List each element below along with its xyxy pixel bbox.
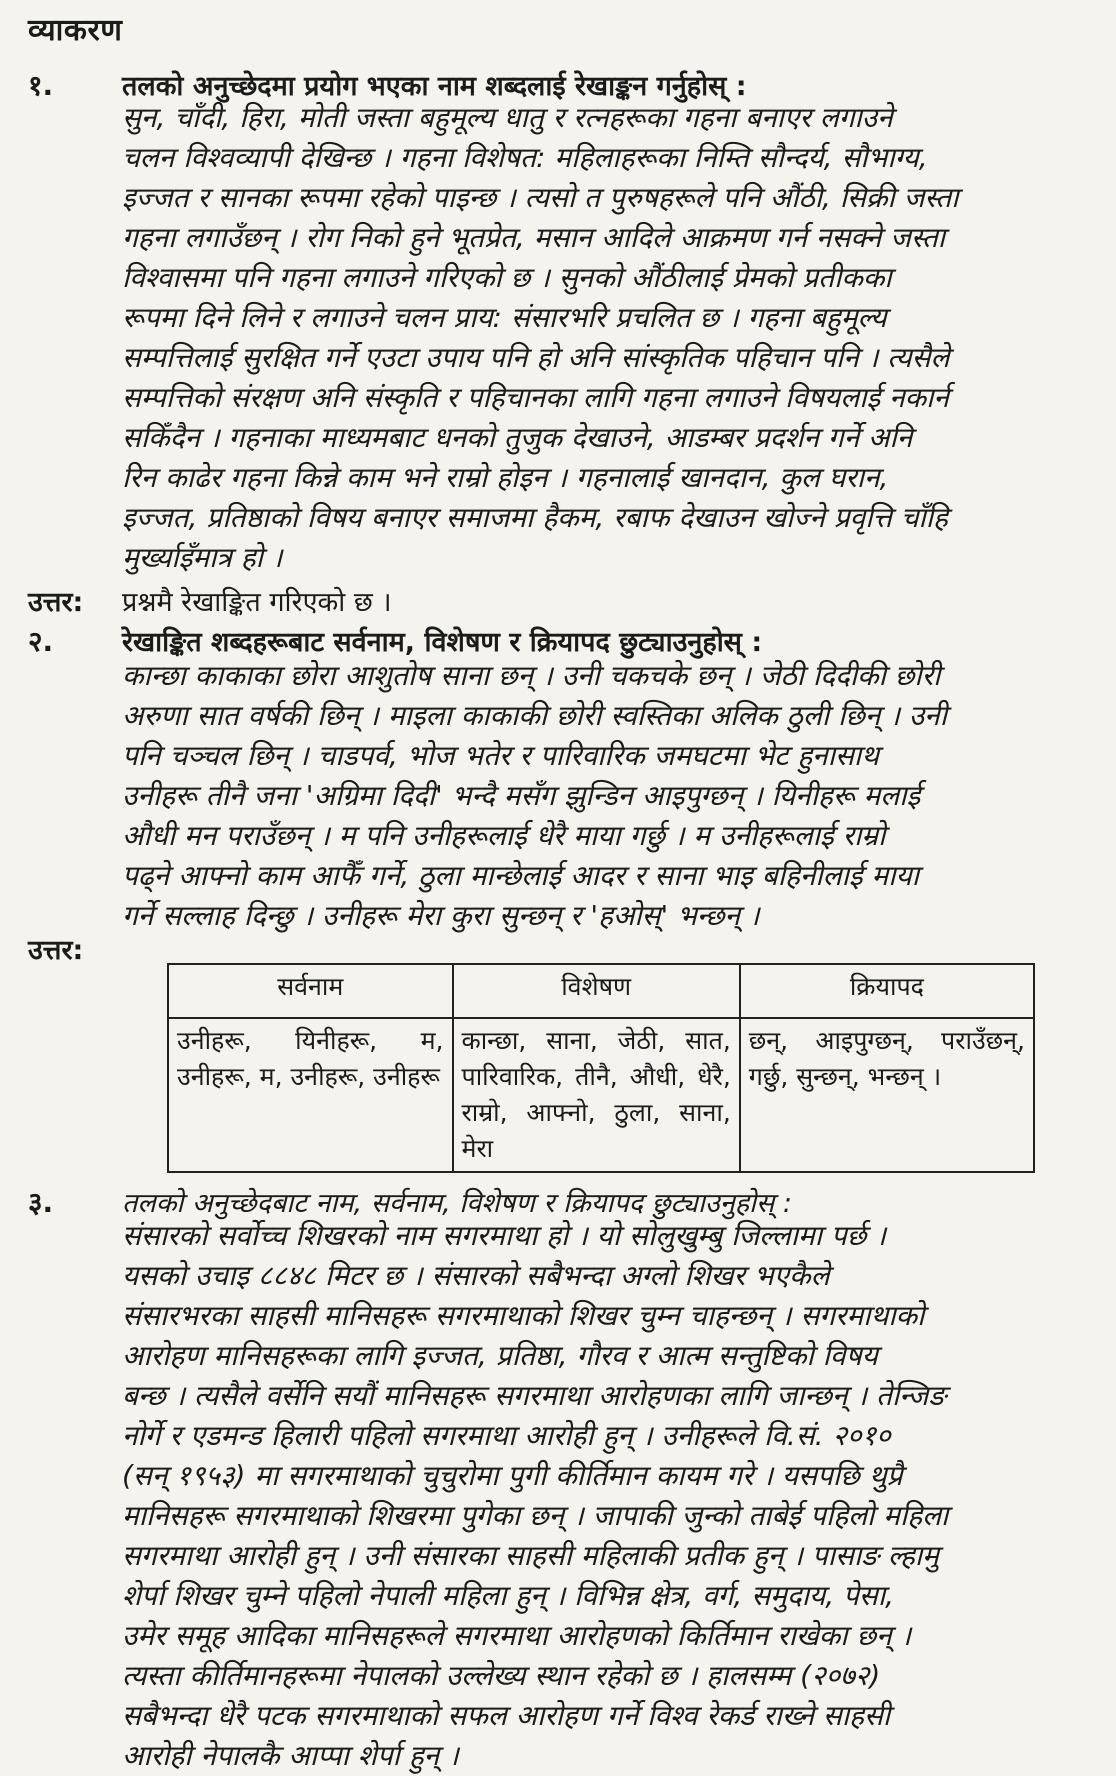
paragraph-line: शेर्पा शिखर चुम्ने पहिलो नेपाली महिला हुन् । विभिन्न क्षेत्र, वर्ग, समुदाय, पेसा, <box>122 1579 895 1612</box>
table-cell-pronouns: उनीहरू, यिनीहरू, म, उनीहरू, म, उनीहरू, उनीहरू <box>168 1018 453 1172</box>
question-2-instruction: रेखाङ्कित शब्दहरूबाट सर्वनाम, विशेषण र क्रियापद छुट्याउनुहोस् : <box>122 627 763 658</box>
paragraph-line: आरोहण मानिसहरूका लागि इज्जत, प्रतिष्ठा, गौरव र आत्म सन्तुष्टिको विषय <box>122 1339 878 1372</box>
question-1-number: १. <box>28 69 54 102</box>
paragraph-line: (सन् १९५३) मा सगरमाथाको चुचुरोमा पुगी कीर्तिमान कायम गरे । यसपछि थुप्रै <box>122 1459 903 1492</box>
paragraph-line: उमेर समूह आदिका मानिसहरूले सगरमाथा आरोहणको किर्तिमान राखेका छन् । <box>122 1619 912 1652</box>
paragraph-line: अरुणा सात वर्षकी छिन् । माइला काकाकी छोरी स्वस्तिका अलिक ठुली छिन् । उनी <box>122 699 947 732</box>
paragraph-line: सबैभन्दा धेरै पटक सगरमाथाको सफल आरोहण गर्ने विश्व रेकर्ड राख्ने साहसी <box>122 1699 891 1732</box>
paragraph-line: मानिसहरू सगरमाथाको शिखरमा पुगेका छन् । जापाकी जुन्को ताबेई पहिलो महिला <box>122 1499 949 1532</box>
paragraph-line: नोर्गे र एडमन्ड हिलारी पहिलो सगरमाथा आरोही हुन् । उनीहरूले वि.सं. २०१० <box>122 1419 891 1452</box>
paragraph-line: गहना लगाउँछन् । रोग निको हुने भूतप्रेत, मसान आदिले आक्रमण गर्न नसक्ने जस्ता <box>122 221 946 254</box>
table-header-pronoun: सर्वनाम <box>168 964 453 1018</box>
table-header-verb: क्रियापद <box>740 964 1034 1018</box>
paragraph-line: कान्छा काकाका छोरा आशुतोष साना छन् । उनी चकचके छन् । जेठी दिदीकी छोरी <box>122 659 941 692</box>
paragraph-line: यसको उचाइ ८८४८ मिटर छ । संसारको सबैभन्दा अग्लो शिखर भएकैले <box>122 1259 830 1292</box>
answer-table <box>167 963 1035 1173</box>
paragraph-line: रिन काढेर गहना किन्ने काम भने राम्रो होइन । गहनालाई खानदान, कुल घरान, <box>122 461 889 494</box>
paragraph-line: औधी मन पराउँछन् । म पनि उनीहरूलाई धेरै माया गर्छु । म उनीहरूलाई राम्रो <box>122 819 886 852</box>
paragraph-line: त्यस्ता कीर्तिमानहरूमा नेपालको उल्लेख्य स्थान रहेको छ । हालसम्म (२०७२) <box>122 1659 881 1692</box>
paragraph-line: रूपमा दिने लिने र लगाउने चलन प्राय: संसारभरि प्रचलित छ । गहना बहुमूल्य <box>122 301 887 334</box>
paragraph-line: विश्वासमा पनि गहना लगाउने गरिएको छ । सुनको औंठीलाई प्रेमको प्रतीकका <box>122 261 892 294</box>
question-1-paragraph <box>122 98 1052 578</box>
paragraph-line: गर्ने सल्लाह दिन्छु । उनीहरू मेरा कुरा सुन्छन् र 'हओस्' भन्छन् । <box>122 899 760 932</box>
table-cell-adjectives: कान्छा, साना, जेठी, सात, पारिवारिक, तीनै, औधी, धेरै, राम्रो, आफ्नो, ठुला, साना, मेरा <box>453 1018 740 1172</box>
question-1-answer-label: उत्तर: <box>28 587 84 618</box>
table-cell-verbs: छन्, आइपुग्छन्, पराउँछन्, गर्छु, सुन्छन्, भन्छन् । <box>740 1018 1034 1172</box>
paragraph-line: सगरमाथा आरोही हुन् । उनी संसारका साहसी महिलाकी प्रतीक हुन् । पासाङ ल्हामु <box>122 1539 939 1572</box>
question-1-instruction: तलको अनुच्छेदमा प्रयोग भएका नाम शब्दलाई रेखाङ्कन गर्नुहोस् : <box>122 71 747 102</box>
question-3-number: ३. <box>28 1186 54 1219</box>
paragraph-line: पनि चञ्चल छिन् । चाडपर्व, भोज भतेर र पारिवारिक जमघटमा भेट हुनासाथ <box>122 739 880 772</box>
paragraph-line: संसारको सर्वोच्च शिखरको नाम सगरमाथा हो । यो सोलुखुम्बु जिल्लामा पर्छ । <box>122 1219 886 1252</box>
paragraph-line: सम्पत्तिको संरक्षण अनि संस्कृति र पहिचानका लागि गहना लगाउने विषयलाई नकार्न <box>122 381 949 414</box>
question-2-paragraph <box>122 656 1052 936</box>
paragraph-line: सकिँदैन । गहनाका माध्यमबाट धनको तुजुक देखाउने, आडम्बर प्रदर्शन गर्ने अनि <box>122 421 913 454</box>
paragraph-line: आरोही नेपालकै आप्पा शेर्पा हुन् । <box>122 1739 459 1772</box>
paragraph-line: सुन, चाँदी, हिरा, मोती जस्ता बहुमूल्य धातु र रत्नहरूका गहना बनाएर लगाउने <box>122 101 893 134</box>
table-header-adjective: विशेषण <box>453 964 740 1018</box>
question-2-number: २. <box>28 625 54 658</box>
paragraph-line: संसारभरका साहसी मानिसहरू सगरमाथाको शिखर चुम्न चाहन्छन् । सगरमाथाको <box>122 1299 925 1332</box>
question-3-paragraph <box>122 1216 1052 1776</box>
paragraph-line: सम्पत्तिलाई सुरक्षित गर्ने एउटा उपाय पनि हो अनि सांस्कृतिक पहिचान पनि । त्यसैले <box>122 341 950 374</box>
paragraph-line: मुर्ख्याइँमात्र हो । <box>122 541 283 574</box>
question-3-instruction: तलको अनुच्छेदबाट नाम, सर्वनाम, विशेषण र क्रियापद छुट्याउनुहोस् : <box>122 1188 792 1219</box>
paragraph-line: बन्छ । त्यसैले वर्सेनि सयौं मानिसहरू सगरमाथा आरोहणका लागि जान्छन् । तेन्जिङ <box>122 1379 947 1412</box>
paragraph-line: पढ्ने आफ्नो काम आफैँ गर्ने, ठुला मान्छेलाई आदर र साना भाइ बहिनीलाई माया <box>122 859 920 892</box>
paragraph-line: उनीहरू तीनै जना 'अग्रिमा दिदी' भन्दै मसँग झुन्डिन आइपुग्छन् । यिनीहरू मलाई <box>122 779 921 812</box>
section-heading: व्याकरण <box>28 13 123 48</box>
paragraph-line: इज्जत, प्रतिष्ठाको विषय बनाएर समाजमा हैकम, रबाफ देखाउन खोज्ने प्रवृत्ति चाँहि <box>122 501 948 534</box>
table-row <box>168 1018 1034 1172</box>
paragraph-line: चलन विश्वव्यापी देखिन्छ । गहना विशेषत: महिलाहरूका निम्ति सौन्दर्य, सौभाग्य, <box>122 141 928 174</box>
question-2-answer-label: उत्तर: <box>28 935 84 966</box>
question-1-answer-text: प्रश्नमै रेखाङ्कित गरिएको छ । <box>122 587 392 618</box>
paragraph-line: इज्जत र सानका रूपमा रहेको पाइन्छ । त्यसो त पुरुषहरूले पनि औंठी, सिक्री जस्ता <box>122 181 959 214</box>
